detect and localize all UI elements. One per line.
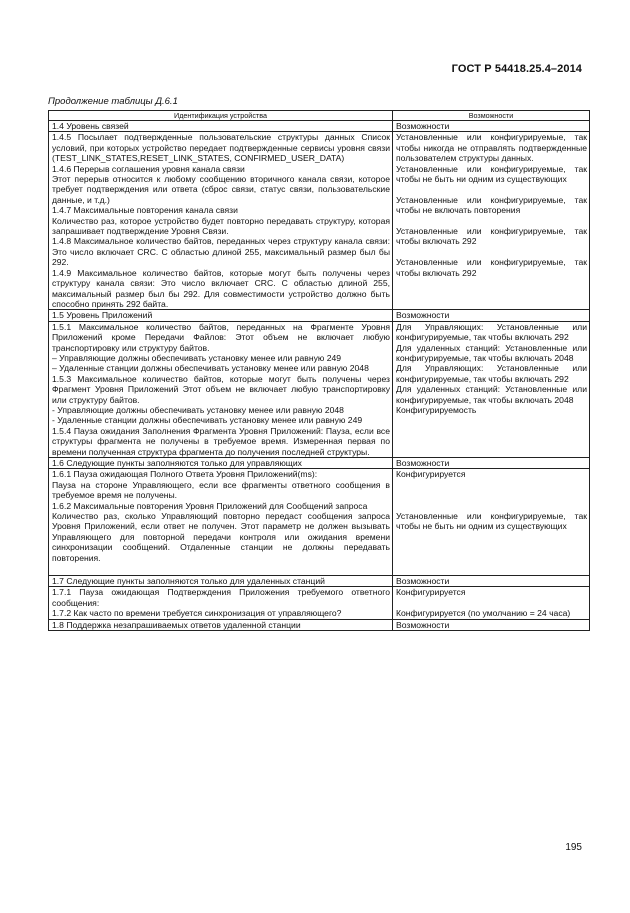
item-1-4-6: 1.4.6 Перерыв соглашения уровня канала связи Этот перерыв относится к любому сообщению вторичного канала связи, которое требует подтверждения или ответа (сброс связи, статус связи, пользовательские данные, и т.д.) <box>52 163 390 205</box>
item-1-6-1: 1.6.1 Пауза ожидающая Полного Ответа Уровня Приложений(ms): Пауза на стороне Управляющего, если все фрагменты ответного сообщения в требуемое время не получены. <box>52 469 390 501</box>
column-header-identification: Идентификация устройства <box>49 111 393 121</box>
spacer <box>396 480 587 511</box>
spacer <box>396 598 587 608</box>
section-capabilities-label: Возможности <box>393 458 590 469</box>
table-row <box>49 321 590 457</box>
capability-1-5-1: Для Управляющих: Установленные или конфигурируемые, так чтобы включать 292 Для удаленных станций: Установленные или конфигурируемые, так чтобы включать 2048 <box>396 321 587 363</box>
item-1-4-9: 1.4.9 Максимальное количество байтов, которые могут быть получены через структуру канала связи: Это число включает CRC. С областью длиной 255, максимальный размер был бы 292. Для совместимости устройство должно быть способно принять 292 байта. <box>52 267 390 309</box>
table-row <box>49 132 590 310</box>
item-1-5-4: 1.5.4 Пауза ожидания Заполнения Фрагмента Уровня Приложений: Пауза, если все структуры фрагмента не получены в требуемое время. Измеренная первая по времени полученная структура фрагмента до получения последней структуры. <box>52 425 390 457</box>
spacer <box>396 216 587 226</box>
capability-cell <box>393 132 590 310</box>
section-capabilities-label: Возможности <box>393 576 590 587</box>
capability-1-4-6: Установленные или конфигурируемые, так чтобы не быть ни одним из существующих <box>396 163 587 185</box>
section-row-1-7 <box>49 576 590 587</box>
item-1-7-2: 1.7.2 Как часто по времени требуется синхронизация от управляющего? <box>52 608 342 619</box>
item-cell <box>49 321 393 457</box>
table-row <box>49 587 590 619</box>
capability-1-6-2: Установленные или конфигурируемые, так чтобы не быть ни одним из существующих <box>396 510 587 532</box>
section-title: 1.7 Следующие пункты заполняются только для удаленных станций <box>49 576 393 587</box>
section-row-1-6 <box>49 458 590 469</box>
item-1-6-2: 1.6.2 Максимальные повторения Уровня Приложений для Сообщений запроса Количество раз, сколько Управляющий повторно передаст сообщения запроса Уровня Приложений, если ответ не получен. Этот параметр не должен вызывать Управляющего для повторной передачи контроля или ожидания времени синхронизации сообщений. Отдаленные станции не должны передавать повторения. <box>52 500 390 563</box>
section-title: 1.8 Поддержка незапрашиваемых ответов удаленной станции <box>49 619 393 630</box>
section-capabilities-label: Возможности <box>393 121 590 132</box>
item-1-5-3: 1.5.3 Максимальное количество байтов, которые могут быть получены через Фрагмент Уровня Приложений Этот объем не включает любую транспортировку или структуру байтов. - Управляющие должны обеспечивать установку менее или равную 2048 - Удаленные станции должны обеспечивать установку менее или равную 249 <box>52 373 390 426</box>
item-cell <box>49 132 393 310</box>
item-1-5-1: 1.5.1 Максимальное количество байтов, переданных на Фрагменте Уровня Приложений кроме Передачи Файлов: Этот объем не включает любую транспортировку или структуру байтов. – Управляющие должны обеспечивать установку менее или равную 249 – Удаленные станции должны обеспечивать установку менее или равную 2048 <box>52 321 390 374</box>
section-capabilities-label: Возможности <box>393 619 590 630</box>
item-cell <box>49 587 393 619</box>
table-caption: Продолжение таблицы Д.6.1 <box>48 96 178 107</box>
section-title: 1.6 Следующие пункты заполняются только для управляющих <box>49 458 393 469</box>
section-title: 1.5 Уровень Приложений <box>49 310 393 321</box>
spacer <box>396 184 587 194</box>
capability-1-5-4: Конфигурируемость <box>396 404 477 415</box>
item-cell <box>49 469 393 576</box>
capability-1-4-9: Установленные или конфигурируемые, так чтобы включать 292 <box>396 257 587 278</box>
spacer <box>396 247 587 257</box>
spacer <box>52 563 390 575</box>
section-capabilities-label: Возможности <box>393 310 590 321</box>
capability-cell <box>393 469 590 576</box>
column-header-capabilities: Возможности <box>393 111 590 121</box>
capability-1-7-1: Конфигурируется <box>396 587 466 598</box>
section-row-1-8 <box>49 619 590 630</box>
document-number: ГОСТ Р 54418.25.4–2014 <box>451 63 582 75</box>
section-row-1-4 <box>49 121 590 132</box>
capability-1-4-7: Установленные или конфигурируемые, так чтобы не включать повторения <box>396 194 587 216</box>
capability-1-5-3: Для Управляющих: Установленные или конфигурируемые, так чтобы включать 292 Для удаленных станций: Установленные или конфигурируемые, так чтобы включать 2048 <box>396 363 587 405</box>
item-1-4-5: 1.4.5 Посылает подтвержденные пользовательские структуры данных Список условий, при которых устройство передает подтвержденные сервисы уровня связи (TEST_LINK_STATES,RESET_LINK_STATES, CONFIRMED_USER_DATA) <box>52 132 390 164</box>
item-1-4-8: 1.4.8 Максимальное количество байтов, переданных через структуру канала связи: Это число включает CRC. С областью длиной 255, максимальный размер был бы 292. <box>52 236 390 268</box>
table-header-row <box>49 111 590 121</box>
capability-1-4-8: Установленные или конфигурируемые, так чтобы включать 292 <box>396 226 587 247</box>
capability-cell <box>393 321 590 457</box>
page-number: 195 <box>565 842 582 853</box>
item-1-4-7: 1.4.7 Максимальные повторения канала связи Количество раз, которое устройство будет повторно передавать структуру, которая запрашивает подтверждение Уровня Связи. <box>52 205 390 237</box>
capability-cell <box>393 587 590 619</box>
table-row <box>49 469 590 576</box>
capability-1-6-1: Конфигурируется <box>396 469 466 480</box>
item-1-7-1: 1.7.1 Пауза ожидающая Подтверждения Приложения требуемого ответного сообщения: <box>52 587 390 608</box>
capabilities-table <box>48 110 590 631</box>
capability-1-4-5: Установленные или конфигурируемые, так чтобы никогда не отправлять подтвержденные пользователем структуры данных. <box>396 132 587 164</box>
section-row-1-5 <box>49 310 590 321</box>
section-title: 1.4 Уровень связей <box>49 121 393 132</box>
capability-1-7-2: Конфигурируется (по умолчанию = 24 часа) <box>396 608 571 619</box>
